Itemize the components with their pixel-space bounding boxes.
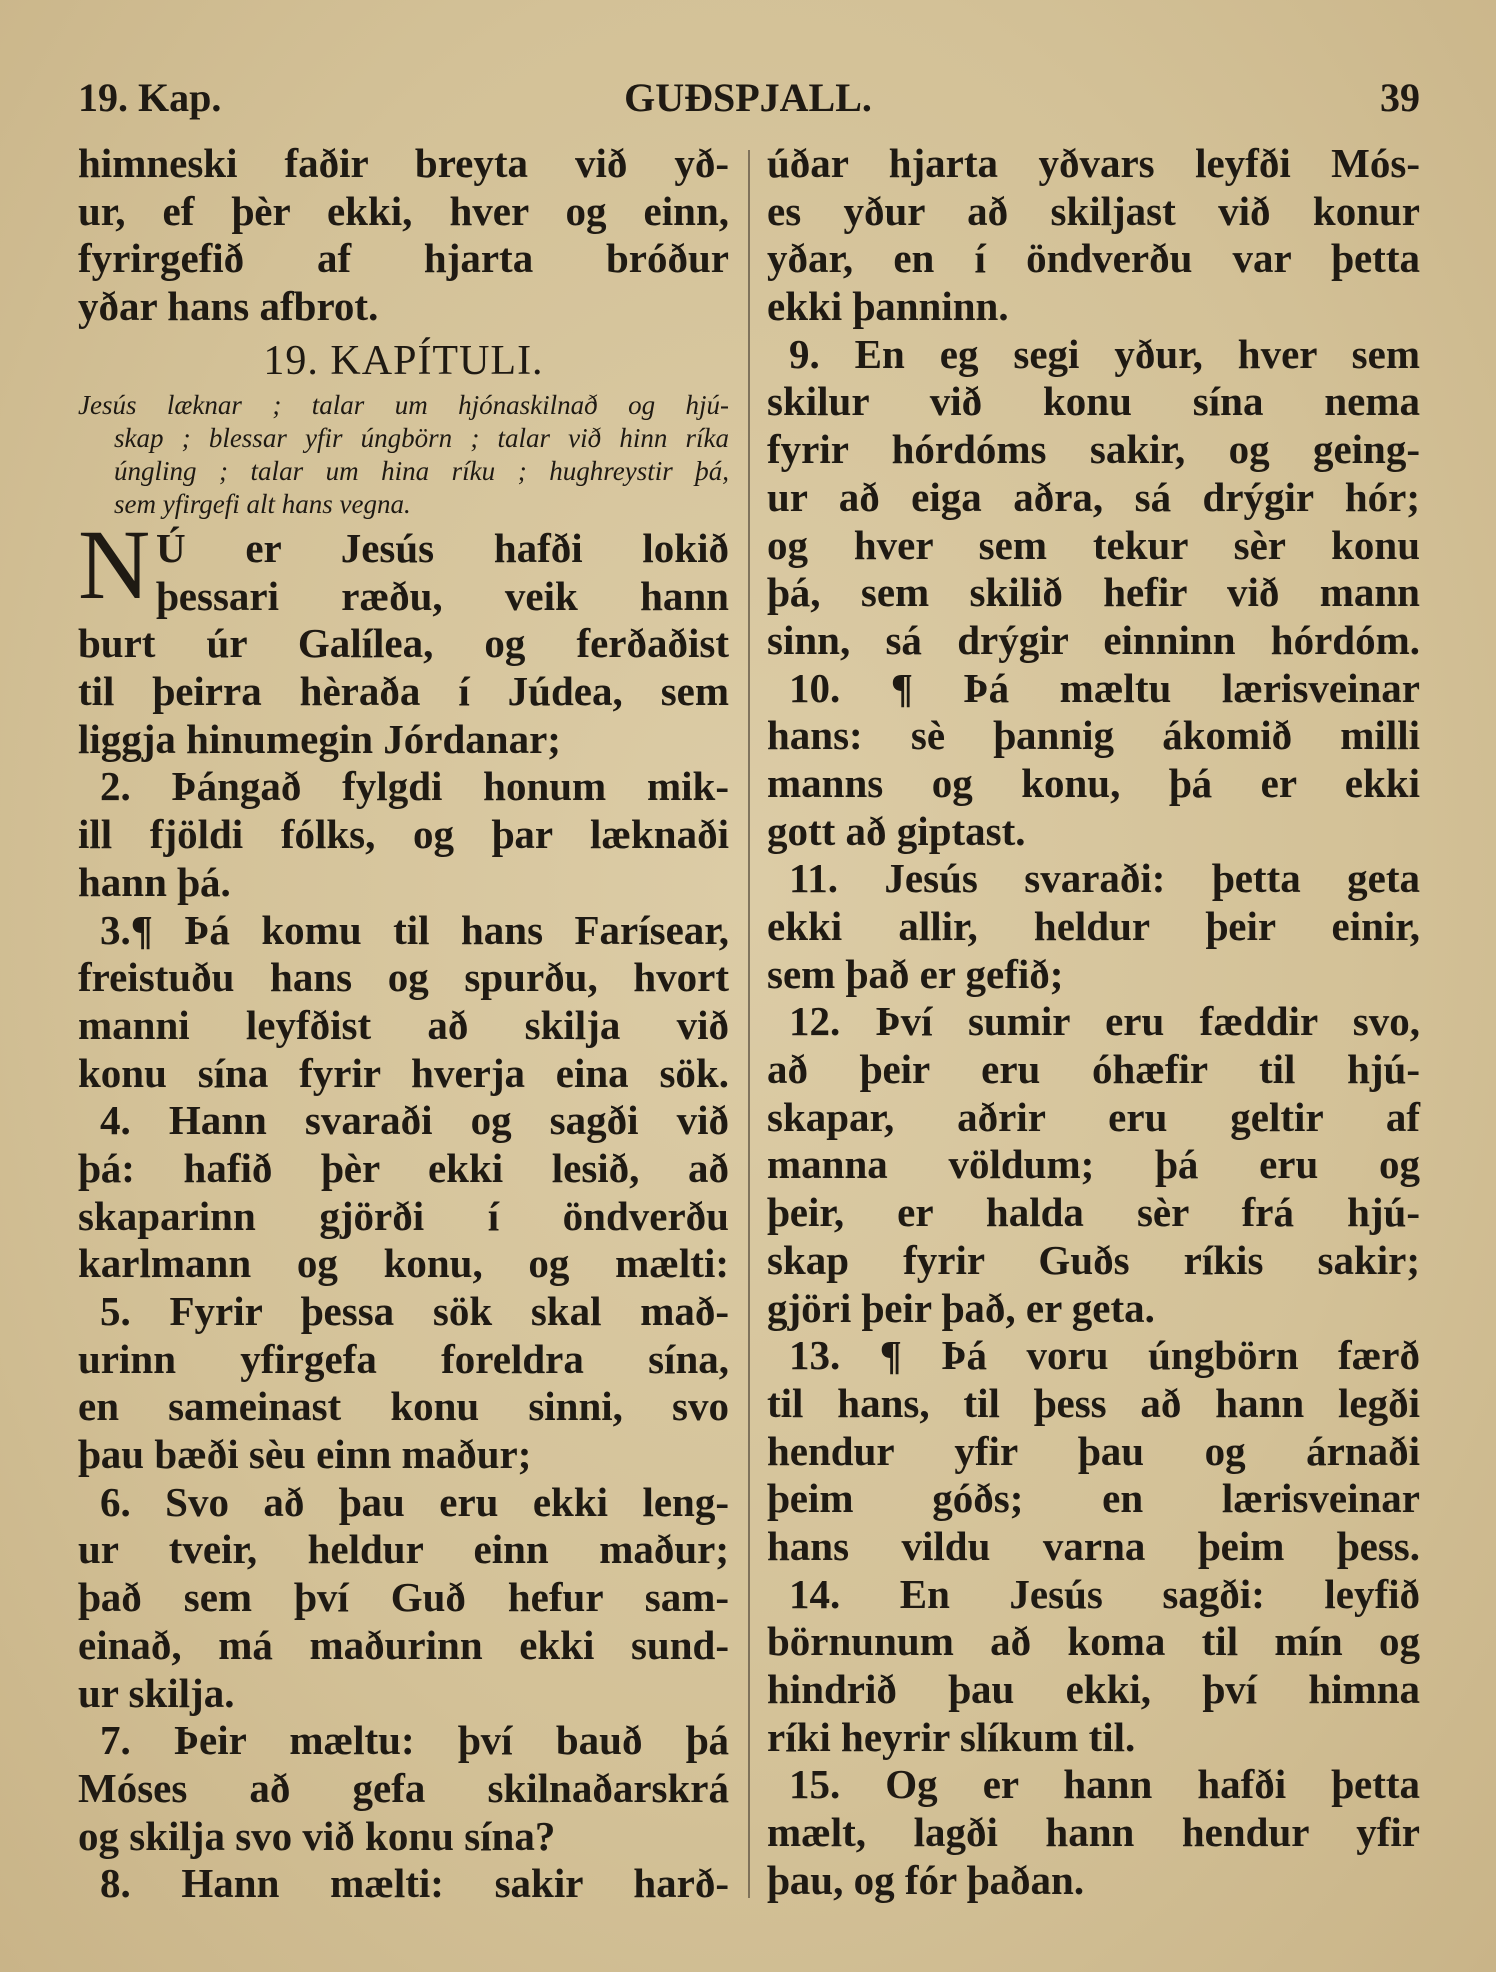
text-line: þau bæði sèu einn maður; — [78, 1431, 532, 1478]
text-line: það sem því Guð hefur sam- — [78, 1574, 729, 1621]
text-line: og hver sem tekur sèr konu — [767, 521, 1420, 568]
drop-cap: N — [78, 509, 151, 620]
left-column-body — [78, 525, 729, 1908]
text-line: ill fjöldi fólks, og þar læknaði — [78, 811, 729, 858]
text-line: ur að eiga aðra, sá drýgir hór; — [767, 473, 1420, 520]
summary-line: sem yfirgefi alt hans vegna. — [114, 489, 411, 519]
text-line: 6. Svo að þau eru ekki leng- — [100, 1478, 729, 1525]
chapter-heading: 19. KAPÍTULI. — [263, 338, 544, 384]
text-line: ur skilja. — [78, 1669, 235, 1716]
text-line: freistuðu hans og spurðu, hvort — [78, 954, 729, 1001]
text-line: manna völdum; þá eru og — [767, 1141, 1420, 1188]
text-line: 7. Þeir mæltu: því bauð þá — [100, 1717, 729, 1764]
text-line: yðar, en í öndverðu var þetta — [767, 235, 1420, 282]
chapter-summary — [78, 389, 729, 521]
text-line: 13. ¶ Þá voru úngbörn færð — [789, 1332, 1420, 1379]
running-header-chapter: 19. Kap. — [78, 75, 222, 120]
text-line: Ú er Jesús hafði lokið — [156, 525, 729, 571]
text-line: karlmann og konu, og mælti: — [78, 1240, 729, 1287]
text-line: hindrið þau ekki, því himna — [767, 1666, 1420, 1712]
text-line: konu sína fyrir hverja eina sök. — [78, 1049, 729, 1096]
text-line: börnunum að koma til mín og — [767, 1618, 1420, 1665]
text-line: burt úr Galílea, og ferðaðist — [78, 620, 729, 667]
text-line: hans vildu varna þeim þess. — [767, 1522, 1420, 1569]
text-line: en sameinast konu sinni, svo — [78, 1383, 729, 1430]
text-line: 14. En Jesús sagði: leyfið — [789, 1570, 1420, 1617]
text-line: þeim góðs; en lærisveinar — [767, 1475, 1420, 1522]
text-line: 5. Fyrir þessa sök skal mað- — [100, 1288, 729, 1334]
text-line: þau, og fór þaðan. — [767, 1856, 1085, 1903]
text-line: gott að giptast. — [767, 807, 1026, 854]
text-line: 9. En eg segi yður, hver sem — [789, 330, 1420, 377]
text-line: 4. Hann svaraði og sagði við — [100, 1097, 729, 1144]
summary-line: úngling ; talar um hina ríku ; hughreystir þá, — [114, 456, 729, 486]
text-line: 12. Því sumir eru fæddir svo, — [789, 998, 1420, 1045]
text-line: ekki þanninn. — [767, 283, 1009, 330]
right-column-body — [767, 140, 1420, 1904]
text-line: skapar, aðrir eru geltir af — [767, 1093, 1420, 1140]
text-line: gjöri þeir það, er geta. — [767, 1284, 1155, 1331]
text-line: ríki heyrir slíkum til. — [767, 1713, 1136, 1760]
summary-line: Jesús læknar ; talar um hjónaskilnað og hjú- — [78, 390, 729, 420]
text-line: liggja hinumegin Jórdanar; — [78, 715, 561, 762]
text-line: urinn yfirgefa foreldra sína, — [78, 1335, 729, 1382]
text-line: úðar hjarta yðvars leyfði Mós- — [767, 140, 1420, 186]
text-line: þeir, er halda sèr frá hjú- — [767, 1189, 1420, 1236]
text-line: 3.¶ Þá komu til hans Farísear, — [100, 906, 729, 953]
column-divider — [748, 150, 750, 1898]
text-line: 8. Hann mælti: sakir harð- — [100, 1860, 729, 1907]
text-line: Móses að gefa skilnaðarskrá — [78, 1764, 729, 1811]
text-line: hans: sè þannig ákomið milli — [767, 712, 1420, 759]
text-line: skap fyrir Guðs ríkis sakir; — [767, 1236, 1420, 1283]
text-line: es yður að skiljast við konur — [767, 187, 1420, 234]
text-line: þá, sem skilið hefir við mann — [767, 569, 1420, 616]
text-line: hann þá. — [78, 858, 231, 905]
text-line: 11. Jesús svaraði: þetta geta — [789, 855, 1420, 902]
running-header-title: GUÐSPJALL. — [624, 75, 872, 120]
text-line: 15. Og er hann hafði þetta — [789, 1761, 1420, 1808]
text-line: þessari ræðu, veik hann — [156, 572, 729, 619]
text-line: til þeirra hèraða í Júdea, sem — [78, 668, 729, 715]
text-line: sinn, sá drýgir einninn hórdóm. — [767, 616, 1420, 663]
text-line: manni leyfðist að skilja við — [78, 1001, 729, 1048]
text-line: til hans, til þess að hann legði — [767, 1379, 1420, 1426]
text-line: skaparinn gjörði í öndverðu — [78, 1192, 729, 1239]
text-line: sem það er gefið; — [767, 950, 1064, 997]
page-number: 39 — [1380, 75, 1420, 120]
text-line: 10. ¶ Þá mæltu lærisveinar — [789, 664, 1420, 711]
text-line: himneski faðir breyta við yð- — [78, 140, 729, 186]
text-line: ekki allir, heldur þeir einir, — [767, 903, 1420, 949]
text-line: einað, má maðurinn ekki sund- — [78, 1621, 729, 1668]
summary-line: skap ; blessar yfir úngbörn ; talar við hinn ríka — [114, 423, 729, 453]
text-line: ur, ef þèr ekki, hver og einn, — [78, 187, 729, 234]
text-line: fyrirgefið af hjarta bróður — [78, 235, 729, 282]
left-column-continuation — [78, 140, 729, 331]
text-line: 2. Þángað fylgdi honum mik- — [100, 763, 729, 810]
text-line: að þeir eru óhæfir til hjú- — [767, 1046, 1420, 1093]
text-line: yðar hans afbrot. — [78, 283, 379, 330]
text-line: hendur yfir þau og árnaði — [767, 1427, 1420, 1474]
text-line: manns og konu, þá er ekki — [767, 759, 1420, 806]
text-line: ur tveir, heldur einn maður; — [78, 1526, 729, 1573]
text-line: fyrir hórdóms sakir, og geing- — [767, 426, 1420, 473]
text-line: þá: hafið þèr ekki lesið, að — [78, 1144, 729, 1191]
text-line: og skilja svo við konu sína? — [78, 1812, 556, 1859]
text-line: mælt, lagði hann hendur yfir — [767, 1809, 1420, 1856]
text-line: skilur við konu sína nema — [767, 378, 1420, 425]
